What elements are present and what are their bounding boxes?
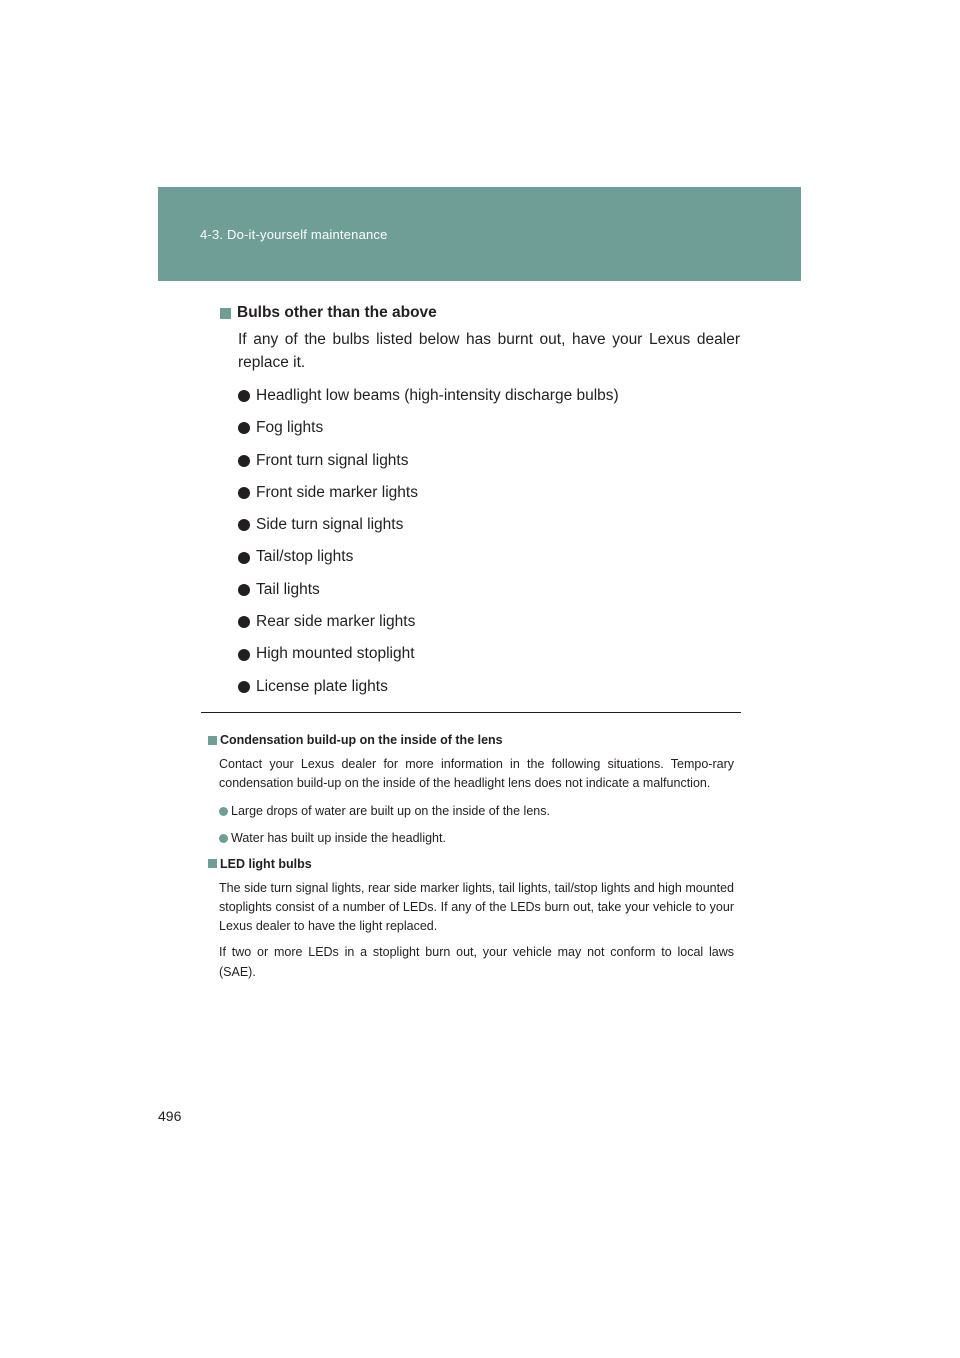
bulbs-intro: If any of the bulbs listed below has burnt out, have your Lexus dealer replace it. bbox=[238, 331, 740, 371]
square-bullet-icon bbox=[208, 859, 217, 868]
bulbs-heading-text: Bulbs other than the above bbox=[237, 304, 437, 321]
list-item: Rear side marker lights bbox=[238, 606, 740, 638]
bulb-list bbox=[238, 380, 740, 703]
bullet-dot-icon bbox=[238, 455, 250, 467]
list-item: Water has built up inside the headlight. bbox=[219, 829, 734, 848]
bullet-dot-icon bbox=[238, 552, 250, 564]
bullet-dot-icon bbox=[238, 487, 250, 499]
bullet-dot-icon bbox=[238, 681, 250, 693]
page-number: 496 bbox=[158, 1108, 182, 1124]
led-text-2: If two or more LEDs in a stoplight burn out, your vehicle may not conform to local laws (SAE). bbox=[219, 945, 734, 979]
section-divider bbox=[201, 712, 741, 713]
bullet-dot-icon bbox=[219, 834, 228, 843]
list-item: Fog lights bbox=[238, 412, 740, 444]
section-header-band bbox=[158, 187, 801, 281]
main-content bbox=[220, 304, 740, 703]
bullet-dot-icon bbox=[219, 807, 228, 816]
notes-section bbox=[208, 733, 734, 982]
list-item: Front side marker lights bbox=[238, 477, 740, 509]
bullet-dot-icon bbox=[238, 616, 250, 628]
led-text-1: The side turn signal lights, rear side marker lights, tail lights, tail/stop lights and high mounted stoplights consist of a number of LEDs. If any of the LEDs burn out, take your vehicle to your Lexus dealer to have the light replaced. bbox=[219, 880, 734, 934]
list-item: High mounted stoplight bbox=[238, 638, 740, 670]
square-bullet-icon bbox=[220, 308, 231, 319]
list-item: Large drops of water are built up on the inside of the lens. bbox=[219, 802, 734, 821]
section-title: 4-3. Do-it-yourself maintenance bbox=[200, 227, 388, 242]
bullet-dot-icon bbox=[238, 519, 250, 531]
condensation-heading: Condensation build-up on the inside of the lens bbox=[208, 733, 734, 747]
led-heading: LED light bulbs bbox=[208, 857, 734, 871]
condensation-text: Contact your Lexus dealer for more information in the following situations. Tempo-rary condensation build-up on the inside of the headlight lens does not indicate a malfunction. bbox=[219, 757, 734, 791]
square-bullet-icon bbox=[208, 736, 217, 745]
bullet-dot-icon bbox=[238, 390, 250, 402]
list-item: Side turn signal lights bbox=[238, 509, 740, 541]
list-item: Tail/stop lights bbox=[238, 541, 740, 573]
bulbs-heading bbox=[220, 304, 740, 322]
list-item: Front turn signal lights bbox=[238, 445, 740, 477]
list-item: License plate lights bbox=[238, 671, 740, 703]
bullet-dot-icon bbox=[238, 422, 250, 434]
list-item: Headlight low beams (high-intensity discharge bulbs) bbox=[238, 380, 740, 412]
list-item: Tail lights bbox=[238, 574, 740, 606]
bullet-dot-icon bbox=[238, 584, 250, 596]
bullet-dot-icon bbox=[238, 649, 250, 661]
